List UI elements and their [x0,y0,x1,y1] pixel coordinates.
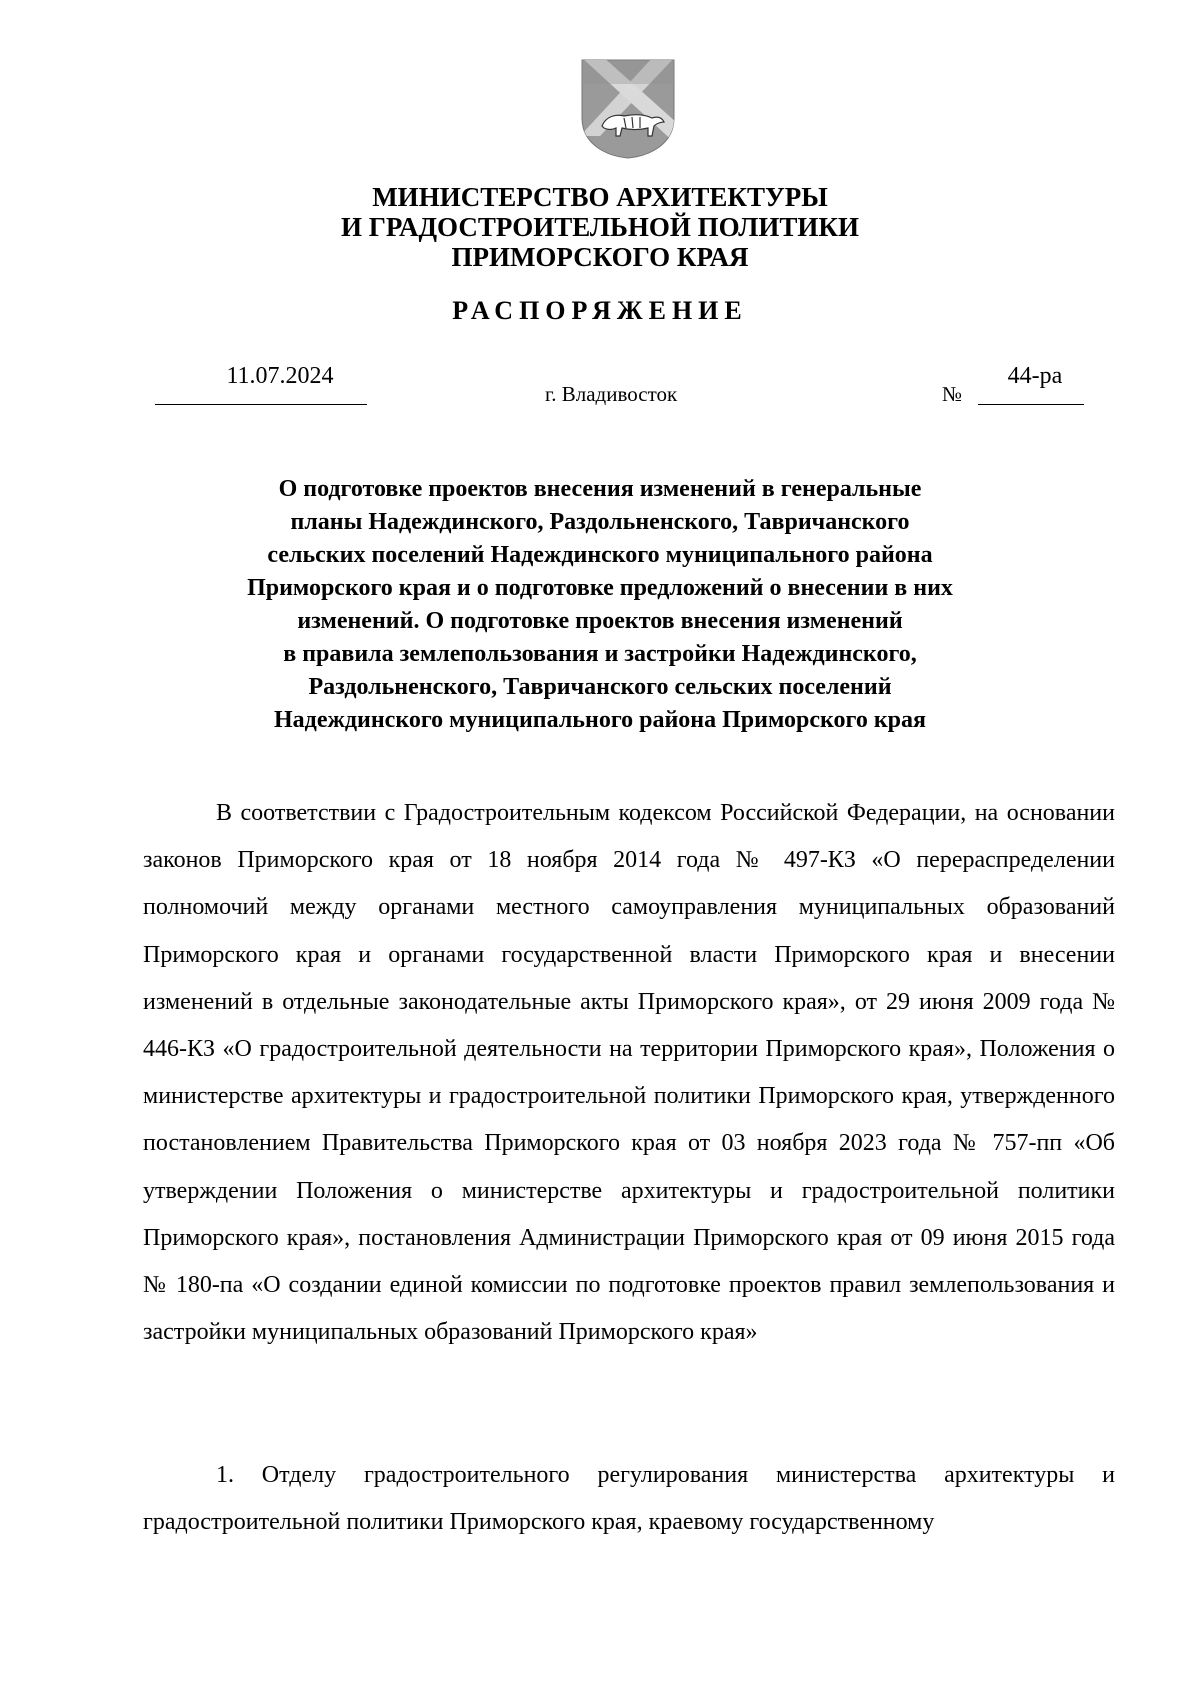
document-type-title: РАСПОРЯЖЕНИЕ [452,296,748,325]
subject-line: изменений. О подготовке проектов внесения изменений [297,608,903,634]
order-date: 11.07.2024 [226,363,334,389]
ministry-name [0,182,1200,272]
subject-line: планы Надеждинского, Раздольненского, Тавричанского [290,509,910,535]
body-paragraph-preamble: В соответствии с Градостроительным кодексом Российской Федерации, на основании законов Приморского края от 18 ноября 2014 года № 497-КЗ «О перераспределении полномочий между органами местного самоуправления муниципальных образований Приморского края и органами государственной власти Приморского края и внесении изменений в отдельные законодательные акты Приморского края», от 29 июня 2009 года № 446-КЗ «О градостроительной деятельности на территории Приморского края», Положения о министерстве архитектуры и градостроительной политики Приморского края, утвержденного постановлением Правительства Приморского края от 03 ноября 2023 года № 757-пп «Об утверждении Положения о министерстве архитектуры и градостроительной политики Приморского края», постановления Администрации Приморского края от 09 июня 2015 года № 180-па «О создании единой комиссии по подготовке проектов правил землепользования и застройки муниципальных образований Приморского края» [143,800,1115,1346]
coat-of-arms-emblem [580,56,676,160]
date-underline [155,404,367,405]
number-underline [978,404,1084,405]
ministry-name-line2: И ГРАДОСТРОИТЕЛЬНОЙ ПОЛИТИКИ [341,212,859,242]
subject-line: в правила землепользования и застройки Надеждинского, [283,641,917,667]
ministry-name-line3: ПРИМОРСКОГО КРАЯ [451,242,749,272]
body-paragraph-item-1: 1. Отделу градостроительного регулирования министерства архитектуры и градостроительной политики Приморского края, краевому государственному [143,1462,1115,1536]
subject-line: Приморского края и о подготовке предложений о внесении в них [247,575,953,601]
subject-line: О подготовке проектов внесения изменений в генеральные [278,476,922,502]
subject-line: Раздольненского, Тавричанского сельских поселений [308,674,892,700]
order-city: г. Владивосток [545,382,678,406]
number-sign: № [942,382,963,406]
order-number: 44-ра [1007,363,1063,389]
order-subject [150,473,1050,737]
subject-line: Надеждинского муниципального района Приморского края [274,707,926,733]
ministry-name-line1: МИНИСТЕРСТВО АРХИТЕКТУРЫ [372,182,828,212]
subject-line: сельских поселений Надеждинского муниципального района [267,542,933,568]
